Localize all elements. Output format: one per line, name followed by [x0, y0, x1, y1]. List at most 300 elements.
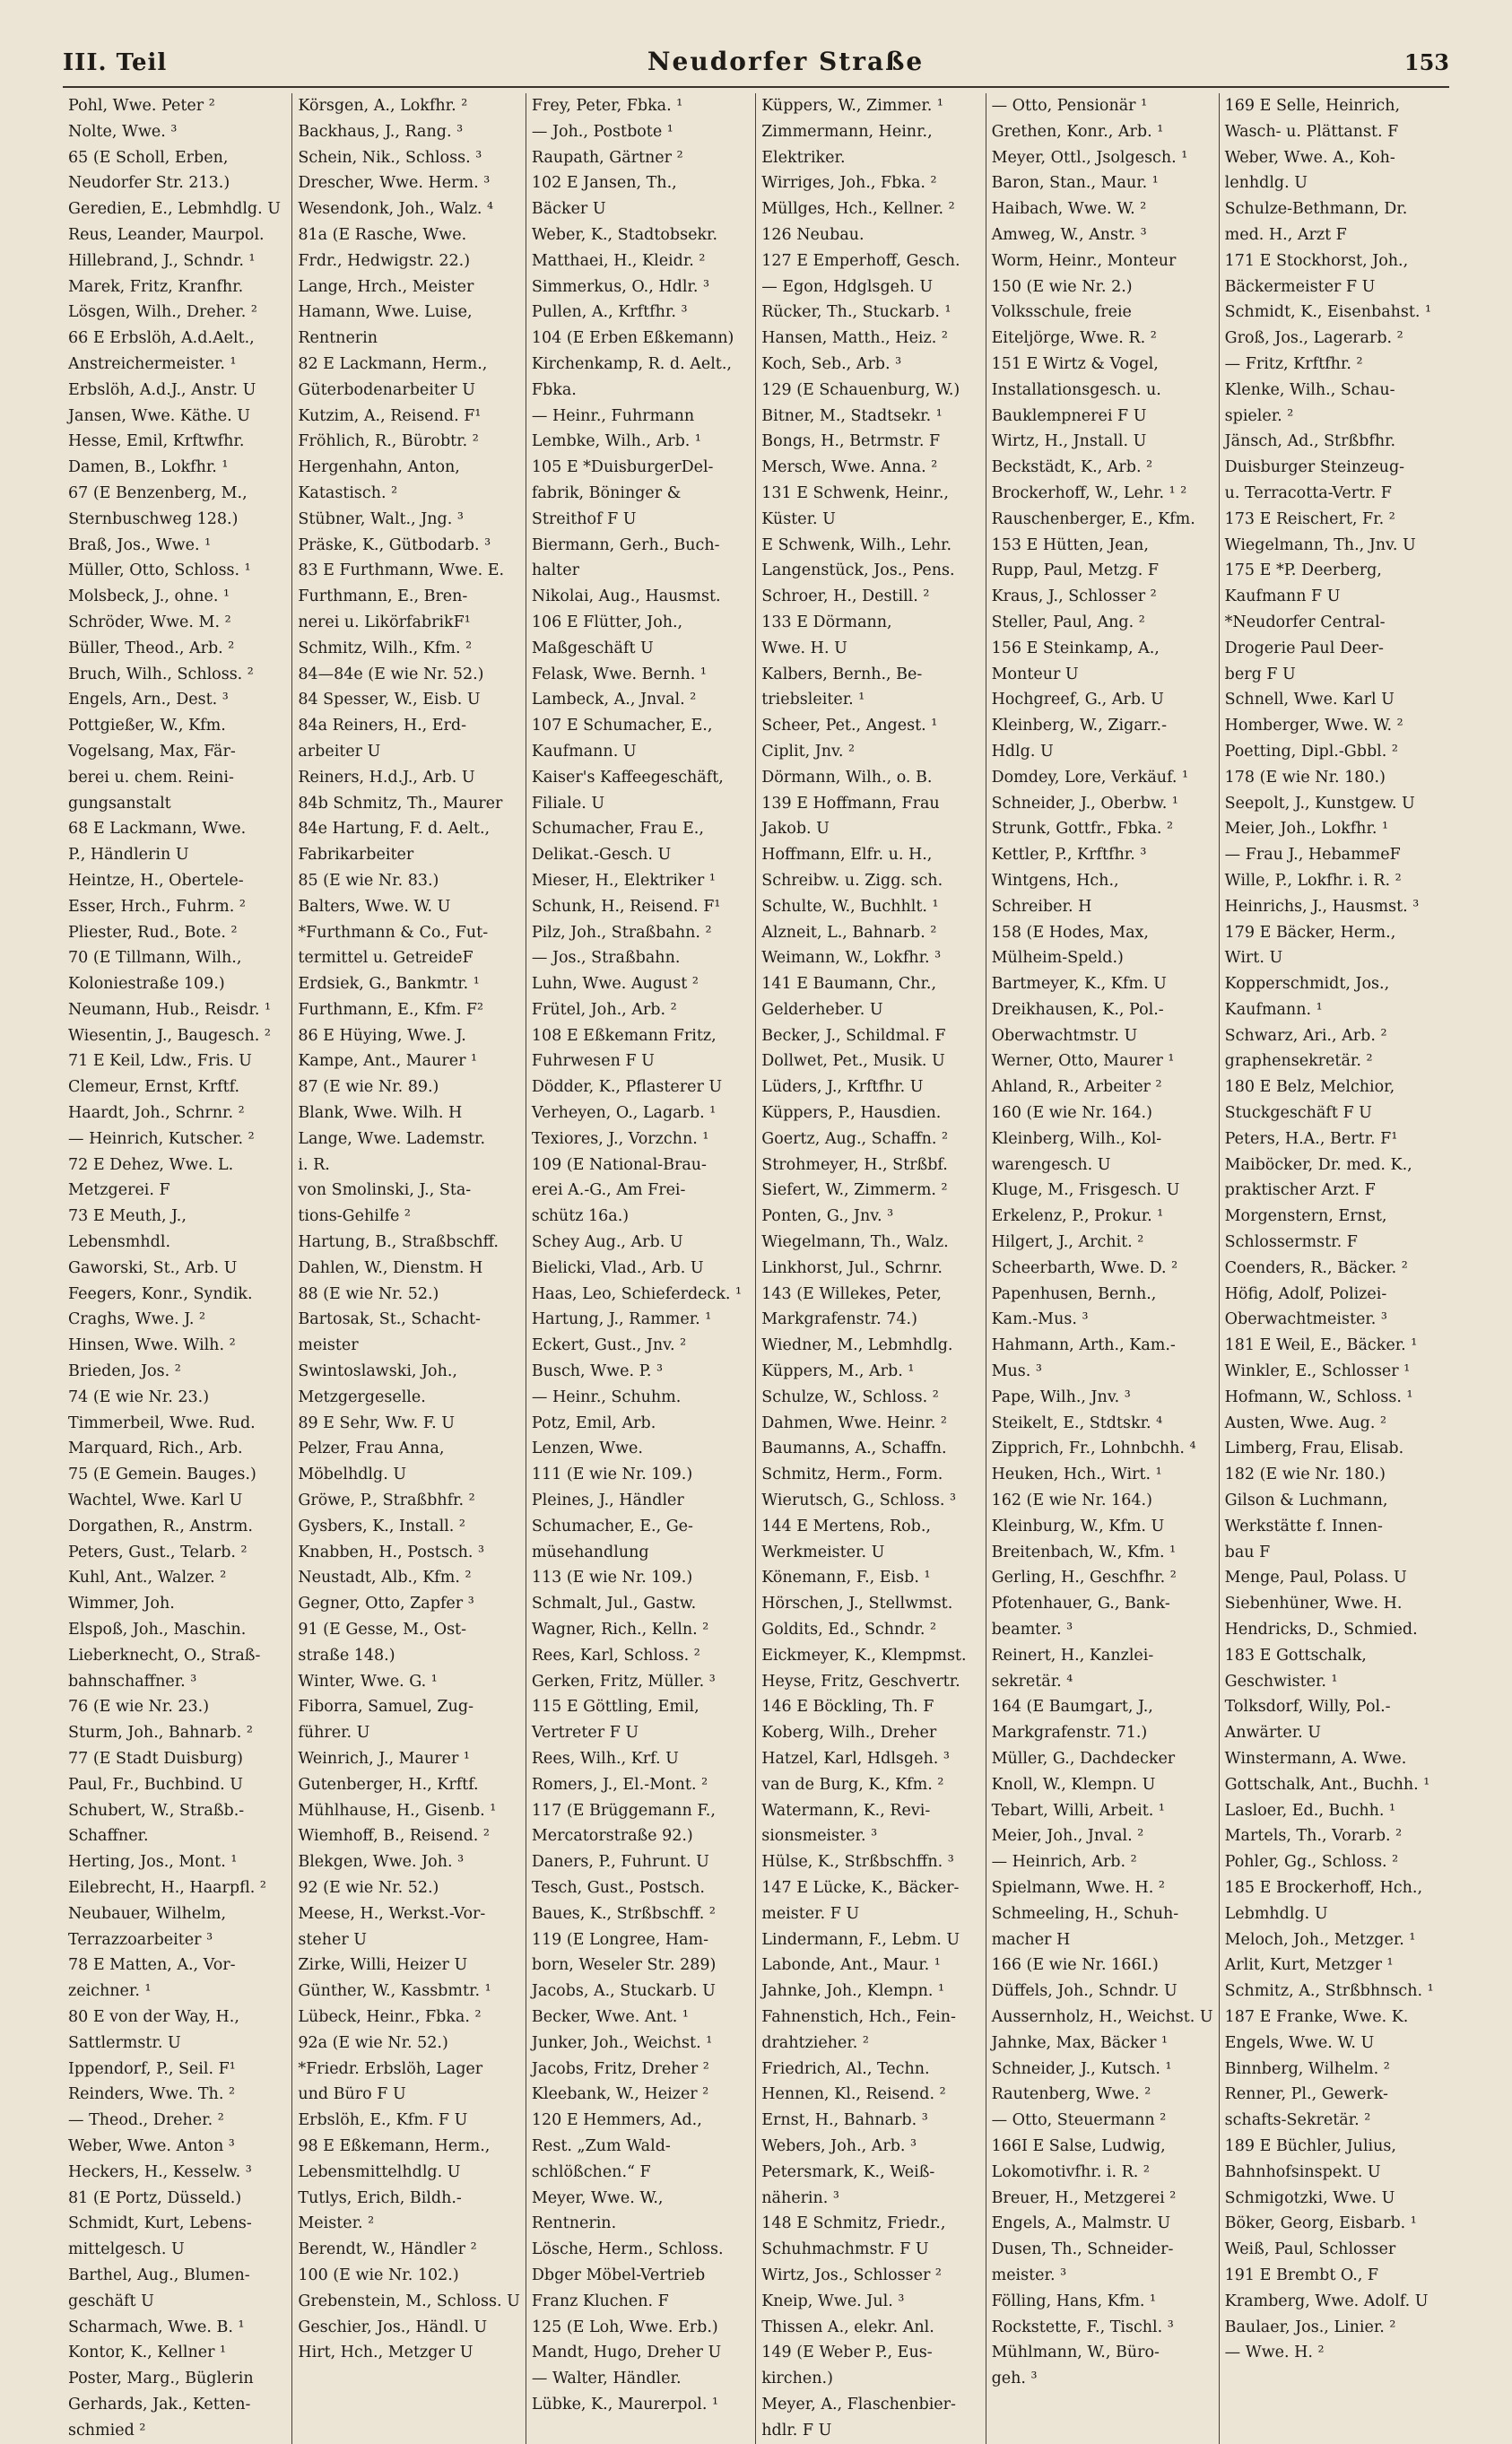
directory-entry: Winstermann, A. Wwe.: [1224, 1750, 1407, 1768]
directory-entry: Raupath, Gärtner ²: [531, 148, 683, 167]
directory-entry: Lokomotivfhr. i. R. ²: [991, 2162, 1150, 2181]
directory-entry: Schmidt, K., Eisenbahst. ¹: [1224, 303, 1432, 322]
directory-entry: Kuhl, Ant., Walzer. ²: [68, 1569, 227, 1587]
directory-entry: Schmeeling, H., Schuh-: [991, 1904, 1179, 1923]
directory-entry: Haibach, Wwe. W. ²: [991, 200, 1147, 219]
directory-entry: Dörmann, Wilh., o. B.: [761, 768, 933, 787]
directory-entry: Franz Kluchen. F: [531, 2292, 669, 2310]
directory-entry: Wiegelmann, Th., Jnv. U: [1224, 535, 1416, 554]
directory-entry: Katastisch. ²: [298, 483, 398, 502]
directory-entry: 84 Spesser, W., Eisb. U: [298, 691, 481, 709]
directory-entry: Dorgathen, R., Anstrm.: [68, 1517, 253, 1535]
directory-entry: Weber, K., Stadtobsekr.: [531, 225, 718, 244]
directory-entry: Pleines, J., Händler: [531, 1492, 684, 1510]
directory-entry: Küppers, W., Zimmer. ¹: [761, 97, 943, 115]
directory-entry: Linkhorst, Jul., Schrnr.: [761, 1258, 943, 1277]
directory-entry: Austen, Wwe. Aug. ²: [1224, 1413, 1387, 1432]
directory-entry: Matthaei, H., Kleidr. ²: [531, 251, 706, 270]
directory-entry: 100 (E wie Nr. 102.): [298, 2266, 459, 2284]
directory-entry: Rauschenberger, E., Kfm.: [991, 509, 1195, 528]
directory-entry: Streithof F U: [531, 509, 637, 528]
directory-entry: Bielicki, Vlad., Arb. U: [531, 1258, 704, 1277]
directory-entry: Mersch, Wwe. Anna. ²: [761, 458, 938, 477]
directory-entry: Pfotenhauer, G., Bank-: [991, 1595, 1170, 1613]
directory-entry: Drescher, Wwe. Herm. ³: [298, 174, 491, 193]
directory-entry: Domdey, Lore, Verkäuf. ¹: [991, 768, 1189, 787]
directory-entry: Arlit, Kurt, Metzger ¹: [1224, 1956, 1394, 1975]
directory-entry: Dahlen, W., Dienstm. H: [298, 1258, 483, 1277]
directory-entry: warengesch. U: [991, 1155, 1111, 1174]
directory-entry: Maßgeschäft U: [531, 639, 654, 657]
directory-entry: macher H: [991, 1930, 1071, 1949]
directory-entry: Hartung, B., Straßbschff.: [298, 1233, 499, 1252]
directory-entry: Schuhmachmstr. F U: [761, 2240, 929, 2259]
directory-entry: 111 (E wie Nr. 109.): [531, 1466, 693, 1484]
directory-entry: Langenstück, Jos., Pens.: [761, 561, 955, 580]
directory-entry: 66 E Erbslöh, A.d.Aelt.,: [68, 329, 255, 348]
directory-entry: und Büro F U: [298, 2085, 406, 2104]
directory-entry: Eiteljörge, Wwe. R. ²: [991, 329, 1157, 348]
directory-entry: Heckers, H., Kesselw. ³: [68, 2162, 252, 2181]
directory-entry: 113 (E wie Nr. 109.): [531, 1569, 693, 1587]
directory-entry: Bartmeyer, K., Kfm. U: [991, 975, 1167, 994]
directory-entry: Werkmeister. U: [761, 1543, 885, 1561]
directory-entry: Anstreichermeister. ¹: [68, 354, 237, 373]
directory-entry: 84e Hartung, F. d. Aelt.,: [298, 820, 491, 839]
directory-entry: meister. F U: [761, 1904, 860, 1923]
directory-entry: Verheyen, O., Lagarb. ¹: [531, 1104, 717, 1123]
directory-entry: Gysbers, K., Install. ²: [298, 1517, 465, 1535]
directory-entry: Meyer, Wwe. W.,: [531, 2188, 664, 2207]
directory-entry: Becker, J., Schildmal. F: [761, 1026, 946, 1045]
directory-entry: Mieser, H., Elektriker ¹: [531, 871, 716, 890]
directory-entry: Filiale. U: [531, 794, 605, 813]
directory-entry: 67 (E Benzenberg, M.,: [68, 483, 248, 502]
directory-entry: Hochgreef, G., Arb. U: [991, 691, 1164, 709]
directory-entry: Eickmeyer, K., Klempmst.: [761, 1646, 967, 1665]
directory-entry: Weber, Wwe. Anton ³: [68, 2136, 235, 2155]
directory-entry: 71 E Keil, Ldw., Fris. U: [68, 1052, 252, 1071]
directory-entry: Erbslöh, E., Kfm. F U: [298, 2111, 468, 2130]
directory-entry: Eckert, Gust., Jnv. ²: [531, 1336, 687, 1355]
directory-entry: Meier, Joh., Jnval. ²: [991, 1827, 1144, 1846]
directory-entry: Wagner, Rich., Kelln. ²: [531, 1621, 709, 1639]
directory-entry: Grebenstein, M., Schloss. U: [298, 2292, 520, 2310]
directory-entry: Geschier, Jos., Händl. U: [298, 2318, 488, 2336]
directory-entry: müsehandlung: [531, 1543, 649, 1561]
directory-entry: Schulze, W., Schloss. ²: [761, 1387, 939, 1406]
directory-entry: Feegers, Konr., Syndik.: [68, 1284, 253, 1303]
directory-entry: 68 E Lackmann, Wwe.: [68, 820, 247, 839]
directory-entry: Frütel, Joh., Arb. ²: [531, 1000, 677, 1019]
directory-entry: Pelzer, Frau Anna,: [298, 1439, 445, 1458]
directory-entry: — Otto, Steuermann ²: [991, 2111, 1167, 2130]
directory-entry: Büller, Theod., Arb. ²: [68, 639, 235, 657]
directory-entry: Limberg, Frau, Elisab.: [1224, 1439, 1404, 1458]
directory-entry: Zimmermann, Heinr.,: [761, 122, 933, 141]
directory-entry: Jahnke, Joh., Klempn. ¹: [761, 1982, 945, 2001]
directory-entry: Terrazzoarbeiter ³: [68, 1930, 213, 1949]
directory-entry: Schey Aug., Arb. U: [531, 1233, 683, 1252]
directory-entry: Wiemhoff, B., Reisend. ²: [298, 1827, 490, 1846]
directory-entry: Hendricks, D., Schmied.: [1224, 1621, 1418, 1639]
directory-entry: 81 (E Portz, Düsseld.): [68, 2188, 242, 2207]
directory-entry: Hoffmann, Elfr. u. H.,: [761, 846, 933, 865]
directory-entry: meister. ³: [991, 2266, 1067, 2284]
directory-entry: Neudorfer Str. 213.): [68, 174, 230, 193]
directory-entry: Neumann, Hub., Reisdr. ¹: [68, 1000, 271, 1019]
directory-entry: Küppers, P., Hausdien.: [761, 1104, 942, 1123]
directory-entry: Sattlermstr. U: [68, 2033, 181, 2052]
directory-entry: 106 E Flütter, Joh.,: [531, 613, 683, 631]
directory-column: [292, 93, 526, 2444]
directory-entry: Blekgen, Wwe. Joh. ³: [298, 1853, 465, 1872]
directory-entry: Schulze-Bethmann, Dr.: [1224, 200, 1408, 219]
directory-entry: Meyer, A., Flaschenbier-: [761, 2395, 956, 2414]
directory-entry: Meister. ²: [298, 2214, 375, 2233]
directory-entry: Schumacher, Frau E.,: [531, 820, 704, 839]
directory-entry: Dusen, Th., Schneider-: [991, 2240, 1174, 2259]
directory-entry: Kleinberg, Wilh., Kol-: [991, 1129, 1162, 1148]
directory-entry: Amweg, W., Anstr. ³: [991, 225, 1147, 244]
directory-entry: Rockstette, F., Tischl. ³: [991, 2318, 1174, 2336]
directory-entry: Erbslöh, A.d.J., Anstr. U: [68, 380, 256, 399]
directory-entry: Fuhrwesen F U: [531, 1052, 655, 1071]
directory-entry: Hillebrand, J., Schndr. ¹: [68, 251, 256, 270]
directory-entry: Meier, Joh., Lokfhr. ¹: [1224, 820, 1389, 839]
directory-entry: Baron, Stan., Maur. ¹: [991, 174, 1159, 193]
directory-entry: van de Burg, K., Kfm. ²: [761, 1775, 944, 1794]
directory-entry: *Furthmann & Co., Fut-: [298, 923, 489, 942]
directory-entry: Meyer, Ottl., Jsolgesch. ¹: [991, 148, 1188, 167]
directory-entry: Mandt, Hugo, Dreher U: [531, 2344, 722, 2362]
directory-entry: Metzgergeselle.: [298, 1387, 426, 1406]
directory-entry: 98 E Eßkemann, Herm.,: [298, 2136, 491, 2155]
directory-entry: Wirtz, H., Jnstall. U: [991, 432, 1147, 451]
directory-entry: Dahmen, Wwe. Heinr. ²: [761, 1413, 947, 1432]
directory-entry: Brockerhoff, W., Lehr. ¹ ²: [991, 483, 1187, 502]
directory-entry: Reinert, H., Kanzlei-: [991, 1646, 1154, 1665]
directory-entry: Craghs, Wwe. J. ²: [68, 1310, 206, 1329]
directory-entry: Bäckermeister F U: [1224, 277, 1376, 296]
directory-entry: Koch, Seb., Arb. ³: [761, 354, 902, 373]
directory-entry: Romers, J., El.-Mont. ²: [531, 1775, 708, 1794]
page-number: 153: [1403, 49, 1449, 75]
directory-entry: *Neudorfer Central-: [1224, 613, 1386, 631]
directory-entry: Watermann, K., Revi-: [761, 1801, 931, 1820]
directory-entry: Geredien, E., Lebmhdlg. U: [68, 200, 281, 219]
directory-entry: Grethen, Konr., Arb. ¹: [991, 122, 1164, 141]
directory-entry: Vogelsang, Max, Fär-: [68, 742, 236, 761]
directory-entry: 104 (E Erben Eßkemann): [531, 329, 734, 348]
directory-entry: 109 (E National-Brau-: [531, 1155, 707, 1174]
directory-entry: 127 E Emperhoff, Gesch.: [761, 251, 960, 270]
directory-entry: Bitner, M., Stadtsekr. ¹: [761, 406, 943, 425]
directory-entry: Lange, Wwe. Lademstr.: [298, 1129, 486, 1148]
directory-entry: Hennen, Kl., Reisend. ²: [761, 2085, 946, 2104]
directory-entry: Strohmeyer, H., Strßbf.: [761, 1155, 948, 1174]
directory-entry: Clemeur, Ernst, Krftf.: [68, 1078, 240, 1097]
directory-entry: bau F: [1224, 1543, 1271, 1561]
directory-entry: Tebart, Willi, Arbeit. ¹: [991, 1801, 1165, 1820]
directory-entry: Texiores, J., Vorzchn. ¹: [531, 1129, 709, 1148]
directory-entry: Rees, Karl, Schloss. ²: [531, 1646, 700, 1665]
directory-entry: Papenhusen, Bernh.,: [991, 1284, 1157, 1303]
directory-entry: Pliester, Rud., Bote. ²: [68, 923, 238, 942]
directory-entry: Haardt, Joh., Schrnr. ²: [68, 1104, 245, 1123]
directory-entry: Haas, Leo, Schieferdeck. ¹: [531, 1284, 743, 1303]
directory-entry: Gerken, Fritz, Müller. ³: [531, 1672, 716, 1691]
directory-entry: 151 E Wirtz & Vogel,: [991, 354, 1159, 373]
directory-entry: Gottschalk, Ant., Buchh. ¹: [1224, 1775, 1430, 1794]
directory-entry: erei A.-G., Am Frei-: [531, 1181, 686, 1200]
directory-entry: Morgenstern, Ernst,: [1224, 1207, 1387, 1226]
directory-entry: 82 E Lackmann, Herm.,: [298, 354, 488, 373]
directory-entry: P., Händlerin U: [68, 846, 189, 865]
directory-entry: Elspoß, Joh., Maschin.: [68, 1621, 247, 1639]
directory-entry: Bäcker U: [531, 200, 606, 219]
directory-entry: Herting, Jos., Mont. ¹: [68, 1853, 238, 1872]
directory-entry: Lasloer, Ed., Buchh. ¹: [1224, 1801, 1396, 1820]
directory-entry: Busch, Wwe. P. ³: [531, 1362, 664, 1381]
directory-entry: Schmitz, Herm., Form.: [761, 1466, 943, 1484]
directory-entry: Bauklempnerei F U: [991, 406, 1147, 425]
directory-entry: Lübke, K., Maurerpol. ¹: [531, 2395, 719, 2414]
directory-entry: Dreikhausen, K., Pol.-: [991, 1000, 1164, 1019]
directory-entry: 88 (E wie Nr. 52.): [298, 1284, 439, 1303]
directory-entry: 65 (E Scholl, Erben,: [68, 148, 229, 167]
directory-entry: 126 Neubau.: [761, 225, 865, 244]
directory-entry: Rees, Wilh., Krf. U: [531, 1750, 679, 1768]
directory-entry: Schaffner.: [68, 1827, 149, 1846]
directory-entry: Jänsch, Ad., Strßbfhr.: [1224, 432, 1396, 451]
directory-entry: Pape, Wilh., Jnv. ³: [991, 1387, 1131, 1406]
directory-entry: Rest. „Zum Wald-: [531, 2136, 671, 2155]
directory-entry: gungsanstalt: [68, 794, 171, 813]
directory-entry: mittelgesch. U: [68, 2240, 185, 2259]
directory-entry: Poster, Marg., Büglerin: [68, 2370, 254, 2388]
directory-entry: Beckstädt, K., Arb. ²: [991, 458, 1153, 477]
directory-entry: 187 E Franke, Wwe. K.: [1224, 2007, 1409, 2026]
page-header: [63, 47, 1449, 83]
directory-entry: Metzgerei. F: [68, 1181, 170, 1200]
directory-entry: Düffels, Joh., Schndr. U: [991, 1982, 1177, 2001]
directory-entry: Präske, K., Gütbodarb. ³: [298, 535, 491, 554]
directory-entry: 160 (E wie Nr. 164.): [991, 1104, 1152, 1123]
directory-entry: Jansen, Wwe. Käthe. U: [68, 406, 250, 425]
header-rule: [63, 86, 1449, 88]
directory-entry: Becker, Wwe. Ant. ¹: [531, 2007, 689, 2026]
directory-entry: Küster. U: [761, 509, 836, 528]
directory-entry: 144 E Mertens, Rob.,: [761, 1517, 931, 1535]
directory-entry: 86 E Hüying, Wwe. J.: [298, 1026, 466, 1045]
directory-entry: Lambeck, A., Jnval. ²: [531, 691, 697, 709]
directory-entry: Wimmer, Joh.: [68, 1595, 175, 1613]
directory-entry: straße 148.): [298, 1646, 395, 1665]
directory-entry: Eilebrecht, H., Haarpfl. ²: [68, 1878, 266, 1897]
directory-entry: Backhaus, J., Rang. ³: [298, 122, 464, 141]
directory-entry: Kam.-Mus. ³: [991, 1310, 1089, 1329]
directory-entry: Lösche, Herm., Schloss.: [531, 2240, 724, 2259]
directory-entry: Breitenbach, W., Kfm. ¹: [991, 1543, 1177, 1561]
directory-entry: Schlossermstr. F: [1224, 1233, 1358, 1252]
directory-entry: Sturm, Joh., Bahnarb. ²: [68, 1724, 253, 1743]
directory-entry: 117 (E Brüggemann F.,: [531, 1801, 716, 1820]
directory-entry: Rentnerin.: [531, 2214, 617, 2233]
directory-entry: 92 (E wie Nr. 52.): [298, 1878, 439, 1897]
directory-entry: Schmigotzki, Wwe. U: [1224, 2188, 1395, 2207]
directory-entry: Schumacher, E., Ge-: [531, 1517, 693, 1535]
directory-entry: Pullen, A., Krftfhr. ³: [531, 303, 688, 322]
directory-entry: Lüders, J., Krftfhr. U: [761, 1078, 924, 1097]
directory-entry: Bruch, Wilh., Schloss. ²: [68, 665, 254, 683]
directory-entry: Fröhlich, R., Bürobtr. ²: [298, 432, 479, 451]
directory-entry: Lübeck, Heinr., Fbka. ²: [298, 2007, 482, 2026]
directory-entry: Thissen A., elekr. Anl.: [761, 2318, 934, 2336]
directory-entry: 81a (E Rasche, Wwe.: [298, 225, 467, 244]
directory-entry: 105 E *DuisburgerDel-: [531, 458, 714, 477]
directory-entry: Scheerbarth, Wwe. D. ²: [991, 1258, 1178, 1277]
directory-entry: Scheer, Pet., Angest. ¹: [761, 717, 938, 735]
directory-entry: Friedrich, Al., Techn.: [761, 2059, 930, 2078]
directory-entry: — Joh., Postbote ¹: [531, 122, 673, 141]
directory-entry: Winkler, E., Schlosser ¹: [1224, 1362, 1411, 1381]
directory-entry: u. Terracotta-Vertr. F: [1224, 483, 1392, 502]
directory-entry: Hirt, Hch., Metzger U: [298, 2344, 474, 2362]
directory-entry: Seepolt, J., Kunstgew. U: [1224, 794, 1415, 813]
directory-entry: 178 (E wie Nr. 180.): [1224, 768, 1386, 787]
directory-entry: 182 (E wie Nr. 180.): [1224, 1466, 1386, 1484]
directory-entry: Gerling, H., Geschfhr. ²: [991, 1569, 1177, 1587]
directory-entry: E Schwenk, Wilh., Lehr.: [761, 535, 952, 554]
directory-entry: Fbka.: [531, 380, 577, 399]
directory-entry: Bongs, H., Betrmstr. F: [761, 432, 941, 451]
directory-entry: Markgrafenstr. 71.): [991, 1724, 1148, 1743]
directory-entry: praktischer Arzt. F: [1224, 1181, 1376, 1200]
street-title: Neudorfer Straße: [647, 47, 925, 76]
directory-entry: — Heinrich, Kutscher. ²: [68, 1129, 255, 1148]
directory-entry: i. R.: [298, 1155, 330, 1174]
directory-entry: Dollwet, Pet., Musik. U: [761, 1052, 945, 1071]
directory-entry: 84b Schmitz, Th., Maurer: [298, 794, 503, 813]
directory-entry: Monteur U: [991, 665, 1079, 683]
directory-entry: Heintze, H., Obertele-: [68, 871, 244, 890]
directory-entry: Siebenhüner, Wwe. H.: [1224, 1595, 1403, 1613]
directory-entry: Schmitz, Wilh., Kfm. ²: [298, 639, 473, 657]
directory-entry: Binnberg, Wilhelm. ²: [1224, 2059, 1390, 2078]
directory-entry: Engels, Arn., Dest. ³: [68, 691, 229, 709]
directory-entry: Schneider, J., Oberbw. ¹: [991, 794, 1178, 813]
directory-entry: Werkstätte f. Innen-: [1224, 1517, 1383, 1535]
directory-entry: Kaufmann. ¹: [1224, 1000, 1323, 1019]
directory-entry: Kramberg, Wwe. Adolf. U: [1224, 2292, 1429, 2310]
directory-entry: Hinsen, Wwe. Wilh. ²: [68, 1336, 236, 1355]
directory-entry: Engels, A., Malmstr. U: [991, 2214, 1171, 2233]
directory-entry: 76 (E wie Nr. 23.): [68, 1698, 210, 1717]
directory-entry: Koberg, Wilh., Dreher: [761, 1724, 937, 1743]
directory-entry: Breuer, H., Metzgerei ²: [991, 2188, 1177, 2207]
directory-entry: Potz, Emil, Arb.: [531, 1413, 656, 1432]
directory-entry: Lebensmittelhdlg. U: [298, 2162, 461, 2181]
directory-entry: Lieberknecht, O., Straß-: [68, 1646, 261, 1665]
directory-entry: 84—84e (E wie Nr. 52.): [298, 665, 484, 683]
directory-entry: Rupp, Paul, Metzg. F: [991, 561, 1159, 580]
directory-entry: 72 E Dehez, Wwe. L.: [68, 1155, 234, 1174]
directory-entry: Koloniestraße 109.): [68, 975, 225, 994]
directory-entry: Felask, Wwe. Bernh. ¹: [531, 665, 707, 683]
directory-entry: Markgrafenstr. 74.): [761, 1310, 917, 1329]
directory-entry: Kneip, Wwe. Jul. ³: [761, 2292, 905, 2310]
directory-entry: Schubert, W., Straßb.-: [68, 1801, 245, 1820]
directory-entry: Ernst, H., Bahnarb. ³: [761, 2111, 928, 2130]
directory-entry: Poetting, Dipl.-Gbbl. ²: [1224, 742, 1398, 761]
directory-entry: Pottgießer, W., Kfm.: [68, 717, 226, 735]
directory-entry: Schröder, Wwe. M. ²: [68, 613, 231, 631]
directory-entry: Knoll, W., Klempn. U: [991, 1775, 1156, 1794]
directory-entry: 107 E Schumacher, E.,: [531, 717, 713, 735]
directory-entry: Webers, Joh., Arb. ³: [761, 2136, 917, 2155]
directory-entry: sekretär. ⁴: [991, 1672, 1073, 1691]
directory-entry: Müller, G., Dachdecker: [991, 1750, 1176, 1768]
directory-entry: Schnell, Wwe. Karl U: [1224, 691, 1395, 709]
directory-entry: Fahnenstich, Hch., Fein-: [761, 2007, 956, 2026]
directory-entry: — Heinrich, Arb. ²: [991, 1853, 1137, 1872]
directory-entry: Timmerbeil, Wwe. Rud.: [68, 1413, 256, 1432]
directory-entry: halter: [531, 561, 579, 580]
directory-entry: Delikat.-Gesch. U: [531, 846, 672, 865]
directory-entry: Volksschule, freie: [991, 303, 1132, 322]
directory-entry: 179 E Bäcker, Herm.,: [1224, 923, 1396, 942]
section-label: III. Teil: [63, 49, 168, 76]
directory-entry: 173 E Reischert, Fr. ²: [1224, 509, 1395, 528]
directory-entry: Frey, Peter, Fbka. ¹: [531, 97, 683, 115]
directory-entry: Heuken, Hch., Wirt. ¹: [991, 1466, 1162, 1484]
directory-entry: Kalbers, Bernh., Be-: [761, 665, 923, 683]
directory-entry: Gutenberger, H., Krftf.: [298, 1775, 479, 1794]
directory-entry: Steller, Paul, Ang. ²: [991, 613, 1145, 631]
directory-entry: Baulaer, Jos., Linier. ²: [1224, 2318, 1396, 2336]
directory-entry: Steikelt, E., Stdtskr. ⁴: [991, 1413, 1163, 1432]
directory-entry: 158 (E Hodes, Max,: [991, 923, 1149, 942]
directory-entry: Blank, Wwe. Wilh. H: [298, 1104, 463, 1123]
directory-entry: Worm, Heinr., Monteur: [991, 251, 1177, 270]
directory-entry: 143 (E Willekes, Peter,: [761, 1284, 942, 1303]
directory-entry: Hesse, Emil, Krftwfhr.: [68, 432, 245, 451]
directory-entry: Küppers, M., Arb. ¹: [761, 1362, 915, 1381]
directory-entry: 91 (E Gesse, M., Ost-: [298, 1621, 466, 1639]
directory-entry: Hülse, K., Strßbschffn. ³: [761, 1853, 954, 1872]
directory-entry: triebsleiter. ¹: [761, 691, 865, 709]
directory-entry: Dbger Möbel-Vertrieb: [531, 2266, 706, 2284]
directory-entry: 102 E Jansen, Th.,: [531, 174, 677, 193]
directory-entry: Spielmann, Wwe. H. ²: [991, 1878, 1165, 1897]
directory-entry: 164 (E Baumgart, J.,: [991, 1698, 1153, 1717]
directory-entry: Wachtel, Wwe. Karl U: [68, 1492, 243, 1510]
directory-entry: Bartosak, St., Schacht-: [298, 1310, 481, 1329]
directory-column: [526, 93, 756, 2444]
directory-entry: berg F U: [1224, 665, 1296, 683]
directory-entry: — Wwe. H. ²: [1224, 2344, 1325, 2362]
directory-entry: Müllges, Hch., Kellner. ²: [761, 200, 955, 219]
directory-entry: Goertz, Aug., Schaffn. ²: [761, 1129, 948, 1148]
directory-entry: Furthmann, E., Kfm. F²: [298, 1000, 484, 1019]
directory-entry: Esser, Hrch., Fuhrm. ²: [68, 897, 246, 916]
directory-column: [986, 93, 1220, 2444]
directory-entry: 73 E Meuth, J.,: [68, 1207, 187, 1226]
directory-entry: 147 E Lücke, K., Bäcker-: [761, 1878, 960, 1897]
directory-entry: Jacobs, Fritz, Dreher ²: [531, 2059, 709, 2078]
directory-entry: schafts-Sekretär. ²: [1224, 2111, 1371, 2130]
